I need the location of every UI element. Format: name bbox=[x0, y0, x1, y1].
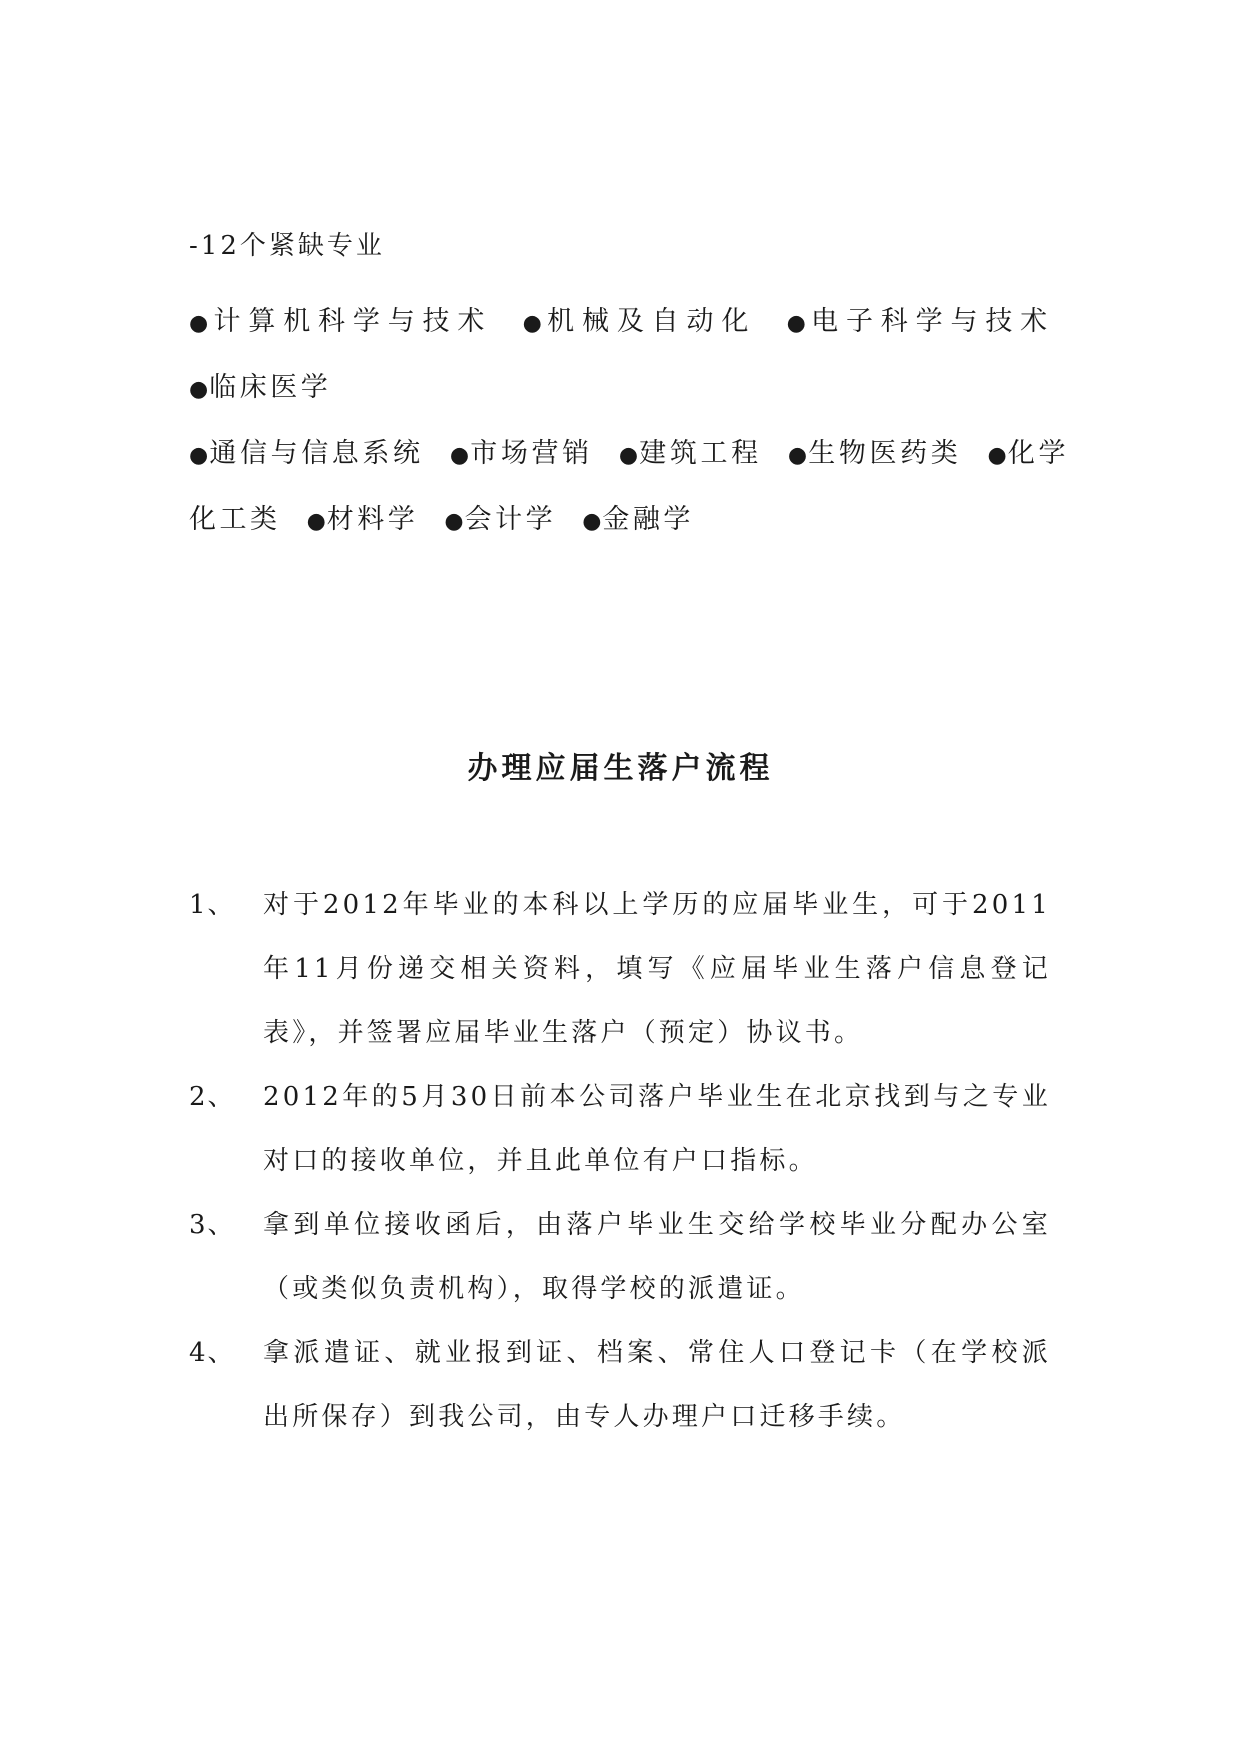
major-label: 机械及自动化 bbox=[547, 306, 757, 337]
bullet-icon: ● bbox=[306, 509, 326, 534]
major-item bbox=[619, 438, 762, 469]
bullet-icon: ● bbox=[786, 311, 811, 336]
bullet-icon: ● bbox=[189, 311, 213, 336]
major-label: 计算机科学与技术 bbox=[213, 306, 493, 337]
list-item bbox=[189, 873, 1051, 1065]
list-item bbox=[189, 1193, 1051, 1321]
major-label: 通信与信息系统 bbox=[209, 438, 424, 469]
major-item bbox=[582, 504, 694, 535]
step-text: 2012年的5月30日前本公司落户毕业生在北京找到与之专业对口的接收单位，并且此单位有户口指标。 bbox=[263, 1082, 1051, 1176]
major-label: 电子科学与技术 bbox=[811, 306, 1055, 337]
major-item bbox=[189, 438, 424, 469]
bullet-icon: ● bbox=[787, 443, 808, 468]
bullet-icon: ● bbox=[582, 509, 602, 534]
bullet-icon: ● bbox=[522, 311, 547, 336]
list-item bbox=[189, 1065, 1051, 1193]
bullet-icon: ● bbox=[618, 443, 639, 468]
process-steps bbox=[189, 873, 1051, 1449]
major-label: 化学化工类 bbox=[189, 438, 1069, 535]
major-label: 会计学 bbox=[464, 504, 557, 535]
bullet-icon: ● bbox=[444, 509, 464, 534]
step-text: 拿到单位接收函后，由落户毕业生交给学校毕业分配办公室（或类似负责机构），取得学校的派遣证。 bbox=[263, 1210, 1051, 1304]
majors-heading: -12个紧缺专业 bbox=[189, 231, 385, 261]
bullet-icon: ● bbox=[449, 443, 470, 468]
step-number: 2、 bbox=[189, 1082, 236, 1112]
step-text: 拿派遣证、就业报到证、档案、常住人口登记卡（在学校派出所保存）到我公司，由专人办理户口迁移手续。 bbox=[263, 1338, 1051, 1432]
bullet-icon: ● bbox=[987, 443, 1007, 468]
section-title: 办理应届生落户流程 bbox=[467, 751, 774, 786]
step-number: 3、 bbox=[189, 1210, 236, 1240]
major-label: 金融学 bbox=[602, 504, 694, 535]
step-text: 对于2012年毕业的本科以上学历的应届毕业生，可于2011年11月份递交相关资料，填写《应届毕业生落户信息登记表》，并签署应届毕业生落户（预定）协议书。 bbox=[263, 890, 1051, 1048]
major-item bbox=[189, 306, 492, 337]
major-item bbox=[523, 306, 757, 337]
major-item bbox=[788, 438, 961, 469]
major-item bbox=[307, 504, 419, 535]
step-number: 4、 bbox=[189, 1338, 236, 1368]
major-item bbox=[189, 372, 331, 403]
bullet-icon: ● bbox=[189, 377, 209, 402]
step-number: 1、 bbox=[189, 890, 236, 920]
major-item bbox=[787, 306, 1055, 337]
major-label: 市场营销 bbox=[470, 438, 593, 469]
major-item bbox=[450, 438, 593, 469]
list-item bbox=[189, 1321, 1051, 1449]
majors-list bbox=[189, 290, 1069, 554]
bullet-icon: ● bbox=[189, 443, 209, 468]
major-label: 生物医药类 bbox=[808, 438, 962, 469]
major-item bbox=[444, 504, 556, 535]
major-label: 临床医学 bbox=[209, 372, 332, 403]
major-label: 材料学 bbox=[326, 504, 419, 535]
major-label: 建筑工程 bbox=[639, 438, 762, 469]
